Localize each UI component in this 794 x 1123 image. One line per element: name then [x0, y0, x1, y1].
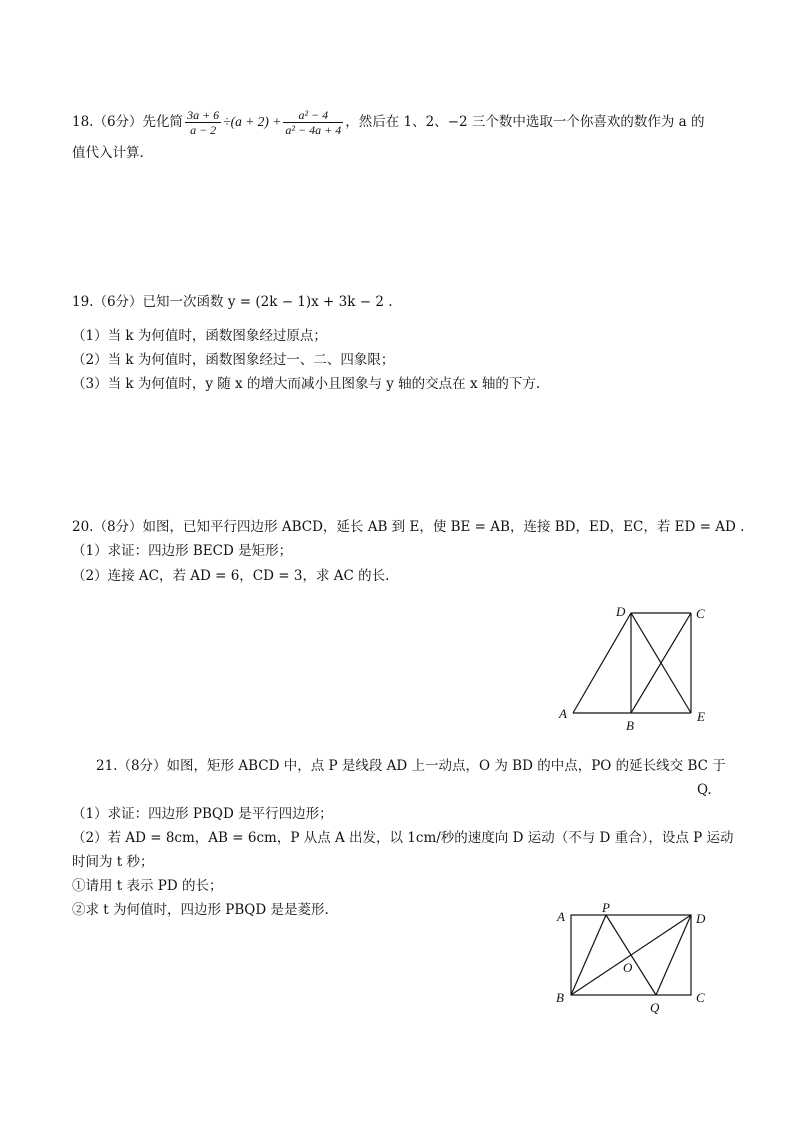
q18-middle: ÷(a + 2) + [223, 114, 282, 129]
q20-label-A: A [559, 706, 567, 721]
q18-frac1-denominator: a − 2 [190, 123, 217, 137]
q19-part3: （3）当 k 为何值时，y 随 x 的增大而减小且图象与 y 轴的交点在 x 轴的下方. [72, 376, 541, 392]
q21-label-B: B [556, 990, 564, 1005]
q19-part2: （2）当 k 为何值时，函数图象经过一、二、四象限； [72, 352, 395, 368]
q20-part1: （1）求证：四边形 BECD 是矩形； [72, 543, 293, 559]
q20-label-D: D [616, 604, 626, 619]
q18-frac1-numerator: 3a + 6 [187, 108, 220, 122]
q18-suffix: ，然后在 1、2、−2 三个数中选取一个你喜欢的数作为 a 的 [345, 114, 705, 130]
q21-edge-PQ [606, 915, 656, 995]
q18-line2: 值代入计算. [72, 145, 144, 161]
q19-stem: 19.（6分）已知一次函数 y = (2k − 1)x + 3k − 2 . [72, 294, 393, 310]
q18-line1 [72, 108, 705, 137]
q20-stem: 20.（8分）如图，已知平行四边形 ABCD，延长 AB 到 E，使 BE = AB，连接 BD，ED，EC，若 ED = AD . [72, 519, 745, 535]
q20-label-B: B [626, 718, 634, 733]
q18-frac2-denominator: a² − 4a + 4 [285, 123, 342, 137]
q21-figure [550, 900, 720, 1020]
q21-label-C: C [696, 990, 705, 1005]
q20-part2: （2）连接 AC，若 AD = 6，CD = 3，求 AC 的长. [72, 568, 390, 584]
q18-prefix: 18.（6分）先化简 [72, 114, 184, 130]
q21-sub1: ①请用 t 表示 PD 的长； [72, 878, 223, 894]
q20-figure [550, 600, 720, 735]
q20-label-E: E [697, 709, 705, 724]
q20-edge-AD [573, 613, 631, 713]
q21-part2b: 时间为 t 秒； [72, 854, 154, 870]
q21-stem-end: Q. [697, 782, 712, 798]
q19-part1: （1）当 k 为何值时，函数图象经过原点； [72, 328, 327, 344]
q21-label-A: A [557, 909, 565, 924]
q21-label-Q: Q [650, 1000, 660, 1015]
q18-fraction-2 [283, 108, 343, 137]
q20-label-C: C [696, 606, 705, 621]
q21-label-P: P [602, 900, 610, 915]
q21-part1: （1）求证：四边形 PBQD 是平行四边形； [72, 806, 333, 822]
q21-part2a: （2）若 AD = 8cm，AB = 6cm，P 从点 A 出发，以 1cm/秒的速度向 D 运动（不与 D 重合），设点 P 运动 [72, 830, 734, 846]
q21-stem: 21.（8分）如图，矩形 ABCD 中，点 P 是线段 AD 上一动点，O 为 BD 的中点，PO 的延长线交 BC 于 [96, 758, 726, 774]
q21-label-O: O [623, 960, 633, 975]
q21-sub2: ②求 t 为何值时，四边形 PBQD 是是菱形. [72, 902, 329, 918]
q21-label-D: D [696, 911, 706, 926]
q18-fraction-1 [185, 108, 221, 137]
q18-frac2-numerator: a² − 4 [283, 108, 343, 123]
